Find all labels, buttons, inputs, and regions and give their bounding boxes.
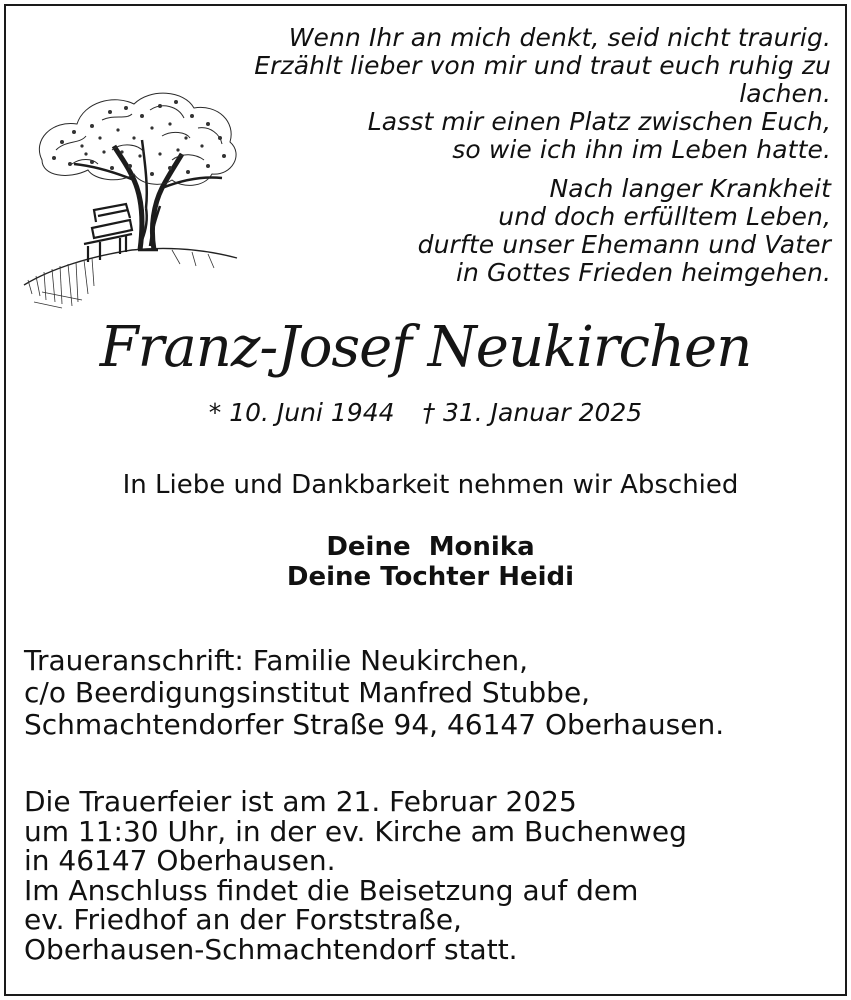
intro-text (171, 175, 831, 287)
intro-line: Nach langer Krankheit (549, 174, 831, 203)
intro-line: durfte unser Ehemann und Vater (417, 230, 831, 259)
ceremony-line: um 11:30 Uhr, in der ev. Kirche am Buchenweg (24, 814, 687, 848)
poem-line: so wie ich ihn im Leben hatte. (452, 135, 831, 164)
death-date: † 31. Januar 2025 (422, 398, 643, 427)
intro-line: und doch erfülltem Leben, (498, 202, 831, 231)
farewell-text: In Liebe und Dankbarkeit nehmen wir Abschied (122, 470, 739, 500)
address-line: Schmachtendorfer Straße 94, 46147 Oberhausen. (24, 708, 725, 741)
birth-date: * 10. Juni 1944 (208, 398, 395, 427)
signers (0, 532, 851, 592)
ceremony-details (24, 787, 687, 964)
ceremony-line: in 46147 Oberhausen. (24, 844, 336, 877)
address-line: c/o Beerdigungsinstitut Manfred Stubbe, (24, 676, 591, 709)
ceremony-line: Oberhausen-Schmachtendorf statt. (24, 932, 518, 966)
poem-line: Lasst mir einen Platz zwischen Euch, (367, 107, 831, 136)
poem (171, 24, 831, 287)
address-line: Traueranschrift: Familie Neukirchen, (24, 644, 528, 677)
ceremony-line: Die Trauerfeier ist am 21. Februar 2025 (24, 785, 577, 818)
poem-line: Wenn Ihr an mich denkt, seid nicht traurig. (288, 23, 831, 52)
mourning-address (24, 645, 724, 741)
ceremony-line: ev. Friedhof an der Forststraße, (24, 903, 462, 936)
signer-name: Deine Monika (326, 532, 535, 562)
life-dates (0, 397, 851, 429)
intro-line: in Gottes Frieden heimgehen. (456, 258, 831, 287)
deceased-name: Franz-Josef Neukirchen (99, 315, 752, 380)
ceremony-line: Im Anschluss findet die Beisetzung auf dem (24, 873, 639, 907)
poem-line: Erzählt lieber von mir und traut euch ruhig zu lachen. (254, 51, 831, 108)
signer-name: Deine Tochter Heidi (286, 562, 575, 592)
